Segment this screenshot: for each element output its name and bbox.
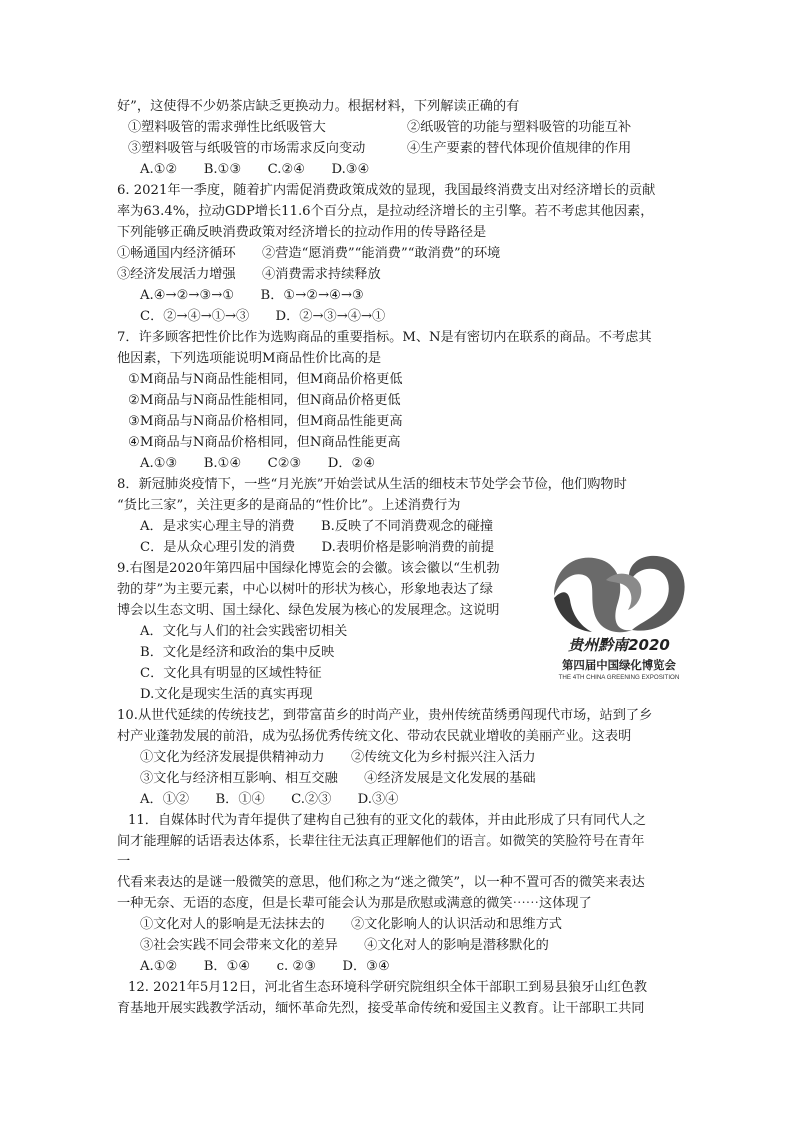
option-line: ①文化为经济发展提供精神动力 ②传统文化为乡村振兴注入活力	[140, 750, 536, 765]
text-line: 一种无奈、无语的态度，但是长辈可能会认为那是欣慰或满意的微笑⋯⋯这体现了	[117, 896, 592, 911]
text-line: 育基地开展实践教学活动，缅怀革命先烈，接受革命传统和爱国主义教育。让干部职工共同	[117, 1001, 645, 1016]
question-11: 11．自媒体时代为青年提供了建构自己独有的亚文化的载体，并由此形成了只有同代人之	[128, 813, 646, 828]
option-line: ①畅通国内经济循环 ②营造“愿消费”“能消费”“敢消费”的环境	[117, 246, 501, 261]
emblem-title-cn: 第四届中国绿化博览会	[562, 658, 676, 672]
option-line: ④M商品与N商品价格相同，但N商品性能更高	[128, 435, 401, 450]
text-line: 一	[117, 854, 131, 869]
answer-choices: A．①② B．①④ C.②③ D.③④	[140, 792, 399, 807]
option-line: A．文化与人们的社会实践密切相关	[140, 624, 348, 639]
text-line: 下列能够正确反映消费政策对经济增长的拉动作用的传导路径是	[117, 225, 487, 240]
option-line: C．文化具有明显的区域性特征	[140, 666, 322, 681]
option-line: D.文化是现实生活的真实再现	[140, 687, 313, 702]
option-line: ③经济发展活力增强 ④消费需求持续释放	[117, 267, 381, 282]
emblem-brand-text: 贵州黔南2020	[568, 636, 670, 654]
text-line: 博会以生态文明、国土绿化、绿色发展为核心的发展理念。这说明	[117, 603, 500, 618]
option-line: ③文化与经济相互影响、相互交融 ④经济发展是文化发展的基础	[140, 771, 536, 786]
text-line: 代看来表达的是谜一般微笑的意思，他们称之为“迷之微笑”，以一种不置可否的微笑来表达	[117, 875, 645, 890]
answer-choices: A.④→②→③→① B．①→②→④→③	[140, 288, 364, 303]
answer-choices: A.①② B.①③ C.②④ D.③④	[140, 162, 370, 177]
option-line: ③塑料吸管与纸吸管的市场需求反向变动	[128, 141, 366, 156]
answer-choices: A.①② B．①④ c. ②③ D．③④	[140, 959, 390, 974]
option-line: ④生产要素的替代体现价值规律的作用	[407, 141, 632, 156]
option-line: ①M商品与N商品性能相同，但M商品价格更低	[128, 372, 403, 387]
text-line: “货比三家”，关注更多的是商品的“性价比”。上述消费行为	[117, 498, 461, 513]
expo-emblem	[546, 550, 692, 690]
option-line: ②纸吸管的功能与塑料吸管的功能互补	[407, 120, 632, 135]
text-line: 好”，这使得不少奶茶店缺乏更换动力。根据材料，下列解读正确的有	[117, 99, 520, 114]
text-line: 间才能理解的话语表达体系，长辈往往无法真正理解他们的语言。如微笑的笑脸符号在青年	[117, 834, 645, 849]
question-10: 10.从世代延续的传统技艺，到带富苗乡的时尚产业，贵州传统苗绣勇闯现代市场，站到了乡	[117, 708, 653, 723]
option-line: B．文化是经济和政治的集中反映	[140, 645, 335, 660]
option-line: ①塑料吸管的需求弹性比纸吸管大	[128, 120, 326, 135]
option-line: ③社会实践不同会带来文化的差异 ④文化对人的影响是潜移默化的	[140, 938, 549, 953]
text-line: 率为63.4%，拉动GDP增长11.6个百分点，是拉动经济增长的主引擎。若不考虑其他因素，	[117, 204, 654, 219]
option-line: ③M商品与N商品价格相同，但M商品性能更高	[128, 414, 403, 429]
question-8: 8．新冠肺炎疫情下，一些“月光族”开始尝试从生活的细枝末节处学会节俭，他们购物时	[117, 477, 627, 492]
question-7: 7．许多顾客把性价比作为选购商品的重要指标。M、N是有密切内在联系的商品。不考虑其	[117, 330, 652, 345]
question-12: 12. 2021年5月12日，河北省生态环境科学研究院组织全体干部职工到易县狼牙山红色教	[128, 980, 648, 995]
option-line: C．是从众心理引发的消费 D.表明价格是影响消费的前提	[140, 540, 495, 555]
option-line: ①文化对人的影响是无法抹去的 ②文化影响人的认识活动和思维方式	[140, 917, 562, 932]
answer-choices: A.①③ B.①④ C②③ D．②④	[140, 456, 376, 471]
leaf-sprout-icon	[546, 550, 692, 638]
question-6: 6. 2021年一季度，随着扩内需促消费政策成效的显现，我国最终消费支出对经济增长的贡献	[117, 183, 656, 198]
answer-choices: C．②→④→①→③ D．②→③→④→①	[140, 309, 386, 324]
text-line: 勃的芽”为主要元素，中心以树叶的形状为核心，形象地表达了绿	[117, 582, 493, 597]
option-line: ②M商品与N商品性能相同，但N商品价格更低	[128, 393, 401, 408]
text-line: 村产业蓬勃发展的前沿，成为弘扬优秀传统文化、带动农民就业增收的美丽产业。这表明	[117, 729, 632, 744]
option-line: A．是求实心理主导的消费 B.反映了不同消费观念的碰撞	[140, 519, 494, 534]
text-line: 他因素，下列选项能说明M商品性价比高的是	[117, 351, 382, 366]
question-9: 9.右图是2020年第四届中国绿化博览会的会徽。该会徽以“生机勃	[117, 561, 500, 576]
emblem-title-en: THE 4TH CHINA GREENING EXPOSITION	[558, 674, 680, 681]
